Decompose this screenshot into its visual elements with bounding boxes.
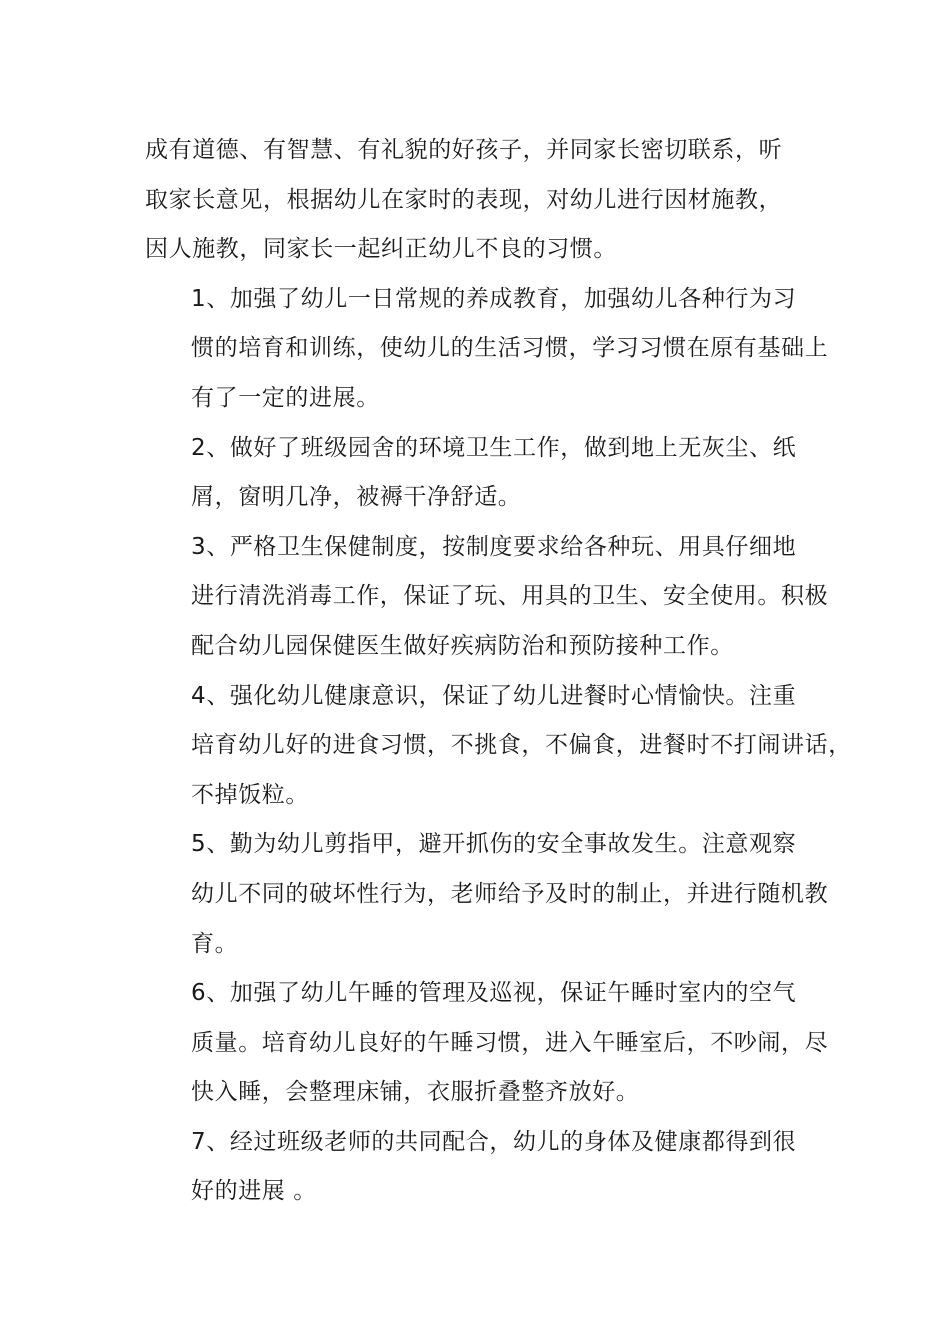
text-line: 6、加强了幼儿午睡的管理及巡视，保证午睡时室内的空气 [191, 980, 797, 1007]
text-line: 4、强化幼儿健康意识，保证了幼儿进餐时心情愉快。注重 [191, 682, 797, 709]
text-line: 成有道德、有智慧、有礼貌的好孩子，并同家长密切联系，听 [145, 137, 783, 163]
text-line: 质量。培育幼儿良好的午睡习惯，进入午睡室后，不吵闹，尽 [191, 1029, 829, 1056]
document-body [145, 126, 852, 1217]
paragraph-2 [145, 424, 825, 523]
text-line: 好的进展 。 [191, 1178, 317, 1205]
paragraph-5 [145, 820, 829, 969]
text-line: 不掉饭粒。 [191, 781, 309, 808]
text-line: 培育幼儿好的进食习惯，不挑食，不偏食，进餐时不打闹讲话， [191, 732, 852, 759]
text-line: 1、加强了幼儿一日常规的养成教育，加强幼儿各种行为习 [191, 285, 797, 312]
text-line: 屑，窗明几净，被褥干净舒适。 [191, 484, 522, 511]
text-line: 7、经过班级老师的共同配合，幼儿的身体及健康都得到很 [191, 1128, 797, 1155]
paragraph-3 [145, 523, 829, 672]
paragraph-6 [145, 969, 829, 1118]
text-line: 3、严格卫生保健制度，按制度要求给各种玩、用具仔细地 [191, 533, 797, 560]
text-line: 5、勤为幼儿剪指甲，避开抓伤的安全事故发生。注意观察 [191, 831, 797, 858]
paragraph-0 [145, 126, 825, 275]
text-line: 快入睡，会整理床铺，衣服折叠整齐放好。 [191, 1079, 640, 1106]
paragraph-4 [145, 672, 852, 821]
text-line: 2、做好了班级园舍的环境卫生工作，做到地上无灰尘、纸 [191, 434, 797, 461]
text-line: 配合幼儿园保健医生做好疾病防治和预防接种工作。 [191, 632, 734, 659]
text-line: 有了一定的进展。 [191, 384, 380, 411]
text-line: 进行清洗消毒工作，保证了玩、用具的卫生、安全使用。积极 [191, 583, 829, 610]
text-line: 因人施教，同家长一起纠正幼儿不良的习惯。 [145, 236, 617, 263]
text-line: 幼儿不同的破坏性行为，老师给予及时的制止，并进行随机教 [191, 880, 829, 907]
text-line: 育。 [191, 930, 239, 957]
paragraph-7 [145, 1118, 825, 1217]
text-line: 惯的培育和训练，使幼儿的生活习惯，学习习惯在原有基础上 [191, 335, 829, 362]
text-line: 取家长意见，根据幼儿在家时的表现，对幼儿进行因材施教， [145, 186, 783, 213]
paragraph-1 [145, 275, 829, 424]
